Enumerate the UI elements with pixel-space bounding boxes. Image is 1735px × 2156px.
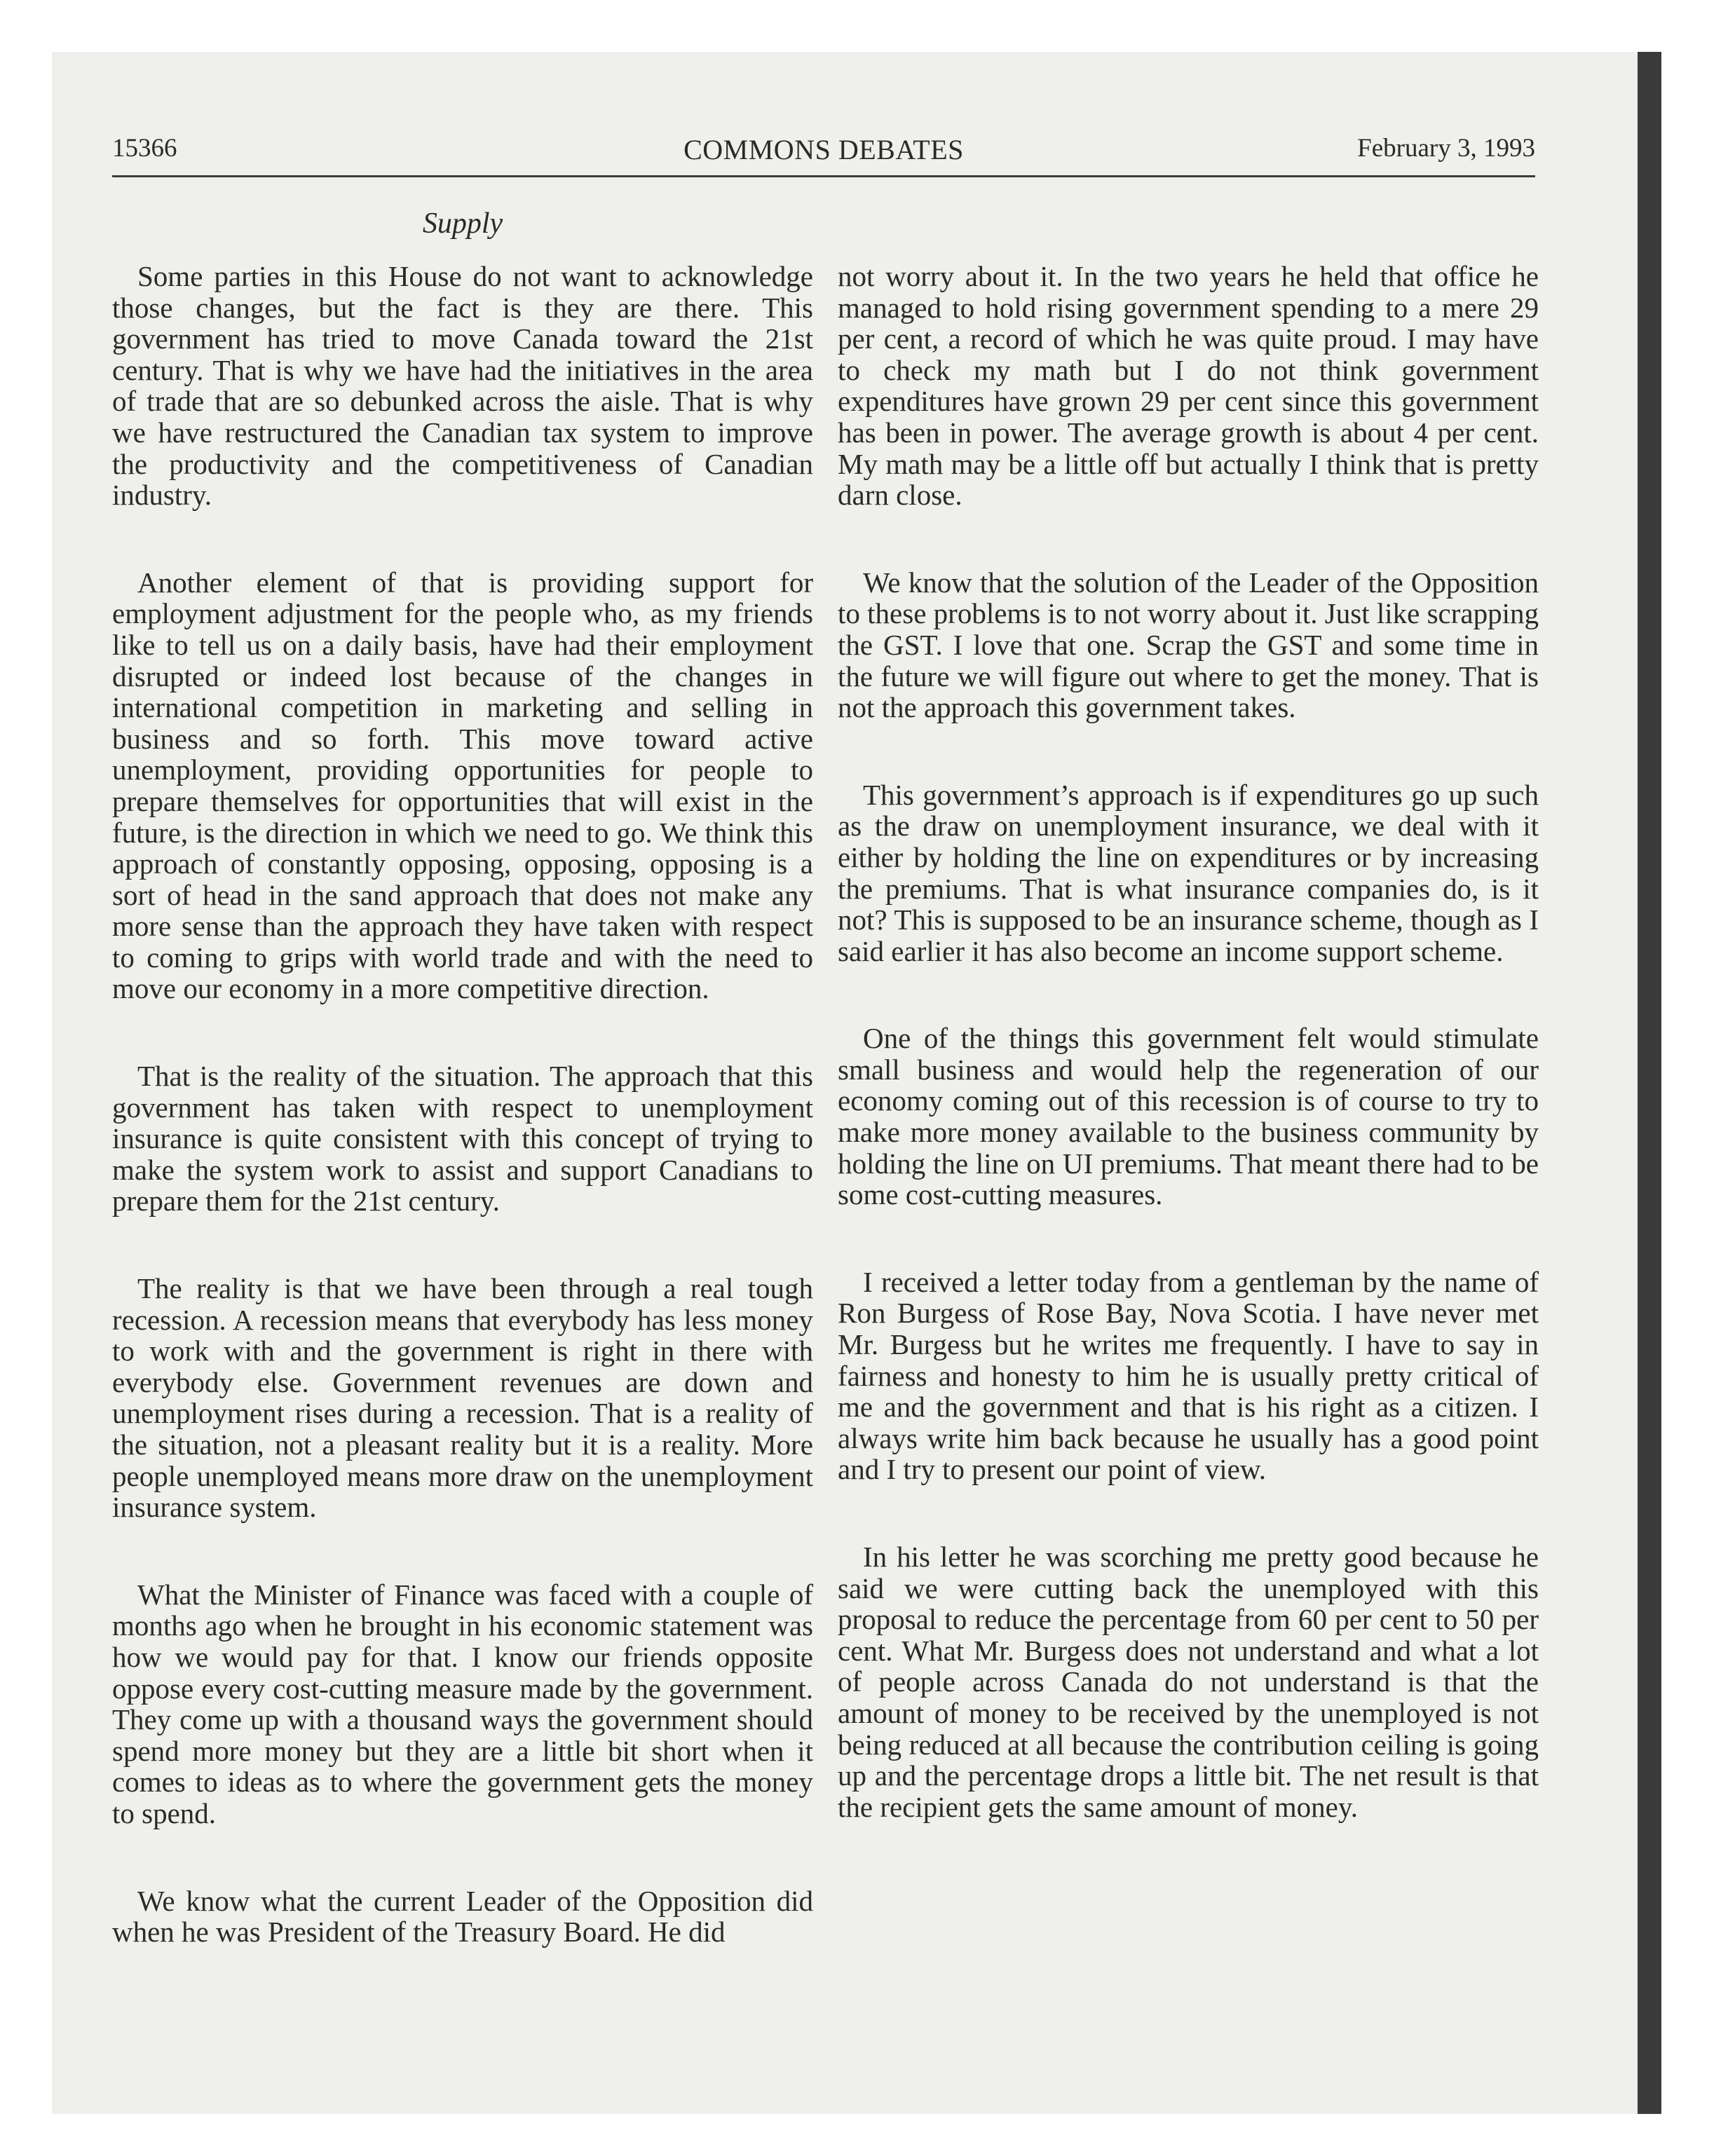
paragraph-continued: not worry about it. In the two years he held that office he managed to hold rising government spending to a mere 29 per cent, a record of which he was quite proud. I may have to check my math but I do not think government expenditures have grown 29 per cent since this government has been in power. The average growth is about 4 per cent. My math may be a little off but actually I think that is pretty darn close. — [838, 260, 1539, 512]
publication-date: February 3, 1993 — [1357, 134, 1535, 163]
paragraph: Another element of that is providing support for employment adjustment for the people who, as my friends like to tell us on a daily basis, have had their employment disrupted or indeed lost because of the changes in international competition in marketing and selling in business and so forth. This move toward active unemployment, providing opportunities for people to prepare themselves for opportunities that will exist in the future, is the direction in which we need to go. We think this approach of constantly opposing, opposing, opposing is a sort of head in the sand approach that does not make any more sense than the approach they have taken with respect to coming to grips with world trade and with the need to move our economy in a more competitive direction. — [112, 566, 813, 1005]
left-column — [112, 261, 813, 1948]
section-title: Supply — [422, 207, 503, 240]
page-header — [112, 133, 1535, 177]
paragraph: We know what the current Leader of the Opposition did when he was President of the Treasury Board. He did — [112, 1884, 813, 1949]
paragraph: That is the reality of the situation. The approach that this government has taken with respect to unemployment insurance is quite consistent with this concept of trying to make the system work to assist and support Canadians to prepare them for the 21st century. — [112, 1060, 813, 1217]
publication-title: COMMONS DEBATES — [683, 134, 964, 165]
page-number: 15366 — [112, 134, 177, 163]
paragraph: This government’s approach is if expenditures go up such as the draw on unemployment insurance, we deal with it either by holding the line on expenditures or by increasing the premiums. That is what insurance companies do, is it not? This is supposed to be an insurance scheme, though as I said earlier it has also become an income support scheme. — [838, 778, 1539, 967]
paragraph: The reality is that we have been through a real tough recession. A recession means that everybody has less money to work with and the government is right in there with everybody else. Government revenues are down and unemployment rises during a recession. That is a reality of the situation, not a pleasant reality but it is a reality. More people unemployed means more draw on the unemployment insurance system. — [112, 1272, 813, 1524]
paragraph: In his letter he was scorching me pretty good because he said we were cutting back the unemployed with this proposal to reduce the percentage from 60 per cent to 50 per cent. What Mr. Burgess does not understand and what a lot of people across Canada do not understand is that the amount of money to be received by the unemployed is not being reduced at all because the contribution ceiling is going up and the percentage drops a little bit. The net result is that the recipient gets the same amount of money. — [838, 1541, 1539, 1823]
paragraph: One of the things this government felt would stimulate small business and would help the regeneration of our economy coming out of this recession is of course to try to make more money available to the business community by holding the line on UI premiums. That meant there had to be some cost-cutting measures. — [838, 1022, 1539, 1211]
paragraph: I received a letter today from a gentleman by the name of Ron Burgess of Rose Bay, Nova Scotia. I have never met Mr. Burgess but he writes me frequently. I have to say in fairness and honesty to him he is usually pretty critical of me and the government and that is his right as a citizen. I always write him back because he usually has a good point and I try to present our point of view. — [838, 1265, 1539, 1486]
paragraph: What the Minister of Finance was faced with a couple of months ago when he brought in his economic statement was how we would pay for that. I know our friends opposite oppose every cost-cutting measure made by the government. They come up with a thousand ways the government should spend more money but they are a little bit short when it comes to ideas as to where the government gets the money to spend. — [112, 1578, 813, 1829]
right-column — [838, 261, 1539, 1822]
paragraph: We know that the solution of the Leader of the Opposition to these problems is to not worry about it. Just like scrapping the GST. I love that one. Scrap the GST and some time in the future we will figure out where to get the money. That is not the approach this government takes. — [838, 566, 1539, 724]
paragraph: Some parties in this House do not want to acknowledge those changes, but the fact is they are there. This government has tried to move Canada toward the 21st century. That is why we have had the initiatives in the area of trade that are so debunked across the aisle. That is why we have restructured the Canadian tax system to improve the productivity and the competitiveness of Canadian industry. — [112, 260, 813, 512]
scan-edge-strip — [1638, 52, 1661, 2114]
